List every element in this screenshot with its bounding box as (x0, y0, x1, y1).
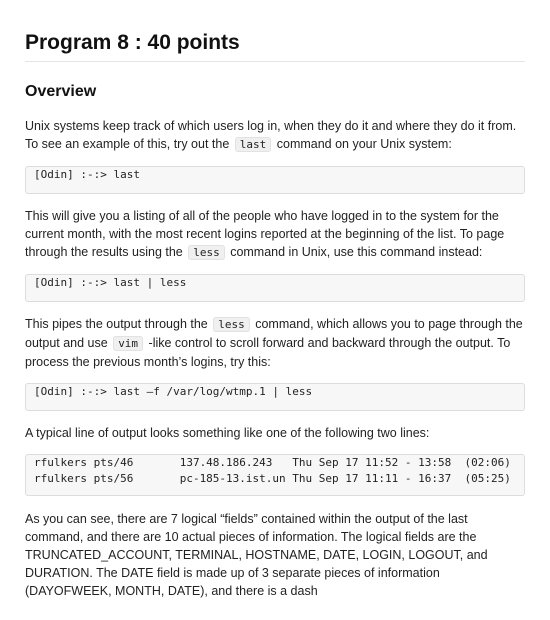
inline-code-less: less (213, 317, 250, 332)
inline-code-vim: vim (113, 336, 143, 351)
paragraph-text: -like control to scroll forward and backward through the output. To process the previous month’s logins, try this: (25, 336, 511, 369)
code-block-last: [Odin] :-:> last (25, 166, 525, 194)
paragraph-text: command, which allows you to page through the output and use (25, 317, 523, 350)
paragraph-typical-line: A typical line of output looks something like one of the following two lines: (25, 426, 430, 440)
code-block-output (25, 454, 525, 496)
paragraph-text: command in Unix, use this command instead: (226, 245, 483, 259)
paragraph-listing (25, 207, 525, 262)
code-block-last-less: [Odin] :-:> last | less (25, 274, 525, 302)
inline-code-last: last (235, 137, 272, 152)
inline-code-less: less (188, 245, 225, 260)
output-line: rfulkers pts/46 137.48.186.243 Thu Sep 17 11:52 - 13:58 (02:06) (34, 456, 511, 469)
paragraph-intro (25, 117, 525, 154)
page-title: Program 8 : 40 points (25, 0, 525, 62)
section-heading-overview: Overview (25, 83, 97, 100)
paragraph-text: Unix systems keep track of which users log in, when they do it and where they do it from. To see an example of this, try out the (25, 119, 517, 151)
paragraph-fields: As you can see, there are 7 logical “fields” contained within the output of the last command, and there are 10 actual pieces of information. The logical fields are the TRUNCATED_ACCOUNT, TERMINAL, HOSTNAME, DATE, LOGIN, LOGOUT, and DURATION. The DATE field is made up of 3 separate pieces of information (DAYOFWEEK, MONTH, DATE), and there is a dash (25, 512, 488, 598)
code-block-last-wtmp: [Odin] :-:> last –f /var/log/wtmp.1 | less (25, 383, 525, 411)
paragraph-text: This pipes the output through the (25, 317, 212, 331)
paragraph-text: This will give you a listing of all of the people who have logged in to the system for the current month, with the most recent logins reported at the beginning of the list. To page through the results using the (25, 209, 505, 259)
paragraph-text: command on your Unix system: (273, 137, 452, 151)
paragraph-pipes (25, 315, 525, 371)
output-line: rfulkers pts/56 pc-185-13.ist.un Thu Sep 17 11:11 - 16:37 (05:25) (34, 472, 511, 485)
